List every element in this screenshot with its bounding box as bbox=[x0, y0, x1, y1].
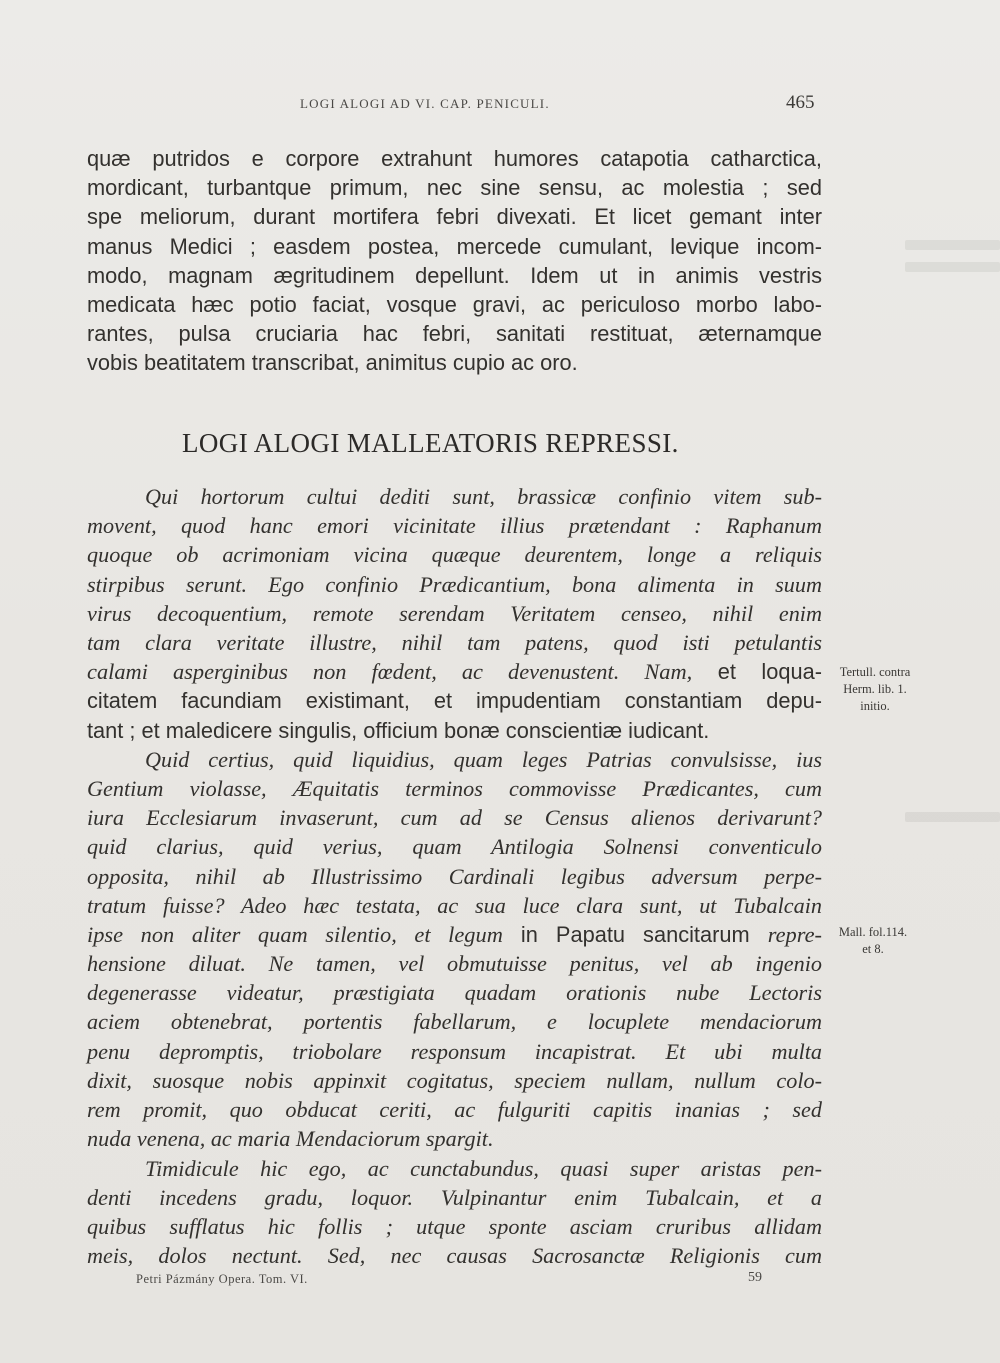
margin-note-line: initio. bbox=[860, 699, 890, 713]
running-head: LOGI ALOGI AD VI. CAP. PENICULI. bbox=[300, 96, 550, 111]
text-line-mixed bbox=[87, 657, 822, 686]
bleed-through-mark bbox=[905, 262, 1000, 272]
text-line: Timidicule hic ego, ac cunctabundus, quasi super aristas pen- bbox=[145, 1155, 822, 1181]
margin-note-line: Tertull. contra bbox=[839, 665, 911, 679]
section-title: LOGI ALOGI MALLEATORIS REPRESSI. bbox=[182, 428, 679, 458]
text-line: aciem obtenebrat, portentis fabellarum, e locuplete mendaciorum bbox=[87, 1009, 822, 1035]
text-line: opposita, nihil ab Illustrissimo Cardinali legibus adversum perpe- bbox=[87, 863, 822, 889]
text-line: denti incedens gradu, loquor. Vulpinantur enim Tubalcain, et a bbox=[87, 1184, 822, 1210]
text-line: tant ; et maledicere singulis, officium bonæ conscientiæ iudicant. bbox=[87, 717, 710, 743]
text-line: citatem facundiam existimant, et impudentiam constantiam depu- bbox=[87, 688, 822, 714]
text-line: meis, dolos nectunt. Sed, nec causas Sacrosanctæ Religionis cum bbox=[87, 1243, 822, 1269]
italic-run: ipse non aliter quam silentio, et legum bbox=[87, 921, 503, 947]
text-line: quæ putridos e corpore extrahunt humores catapotia catharctica, bbox=[87, 146, 822, 171]
text-line: spe meliorum, durant mortifera febri divexati. Et licet gemant inter bbox=[87, 204, 822, 230]
paragraph-2 bbox=[87, 482, 822, 745]
text-line: Qui hortorum cultui dediti sunt, brassicæ confinio vitem sub- bbox=[145, 484, 822, 509]
text-line: vobis beatitatem transcribat, animitus cupio ac oro. bbox=[87, 350, 578, 376]
text-line: mordicant, turbantque primum, nec sine sensu, ac molestia ; sed bbox=[87, 175, 822, 201]
italic-run: calami asperginibus non fœdent, ac devenustent. Nam, bbox=[87, 659, 693, 685]
text-line: iura Ecclesiarum invaserunt, cum ad se Census alienos derivarunt? bbox=[87, 805, 822, 831]
footer-signature: Petri Pázmány Opera. Tom. VI. bbox=[136, 1272, 308, 1286]
bleed-through-mark bbox=[905, 240, 1000, 250]
text-line: medicata hæc potio faciat, vosque gravi, ac periculoso morbo labo- bbox=[87, 291, 822, 317]
text-line: quoque ob acrimoniam vicina quæque deurentem, longe a reliquis bbox=[87, 542, 822, 568]
margin-note-line: et 8. bbox=[862, 942, 884, 956]
text-line: Quid certius, quid liquidius, quam leges Patrias convulsisse, ius bbox=[145, 746, 822, 772]
text-line: Gentium violasse, Æquitatis terminos commovisse Prædicantes, cum bbox=[87, 775, 822, 801]
text-line-mixed bbox=[87, 920, 822, 949]
text-line: virus decoquentium, remote serendam Veritatem censeo, nihil enim bbox=[87, 600, 822, 626]
text-line: hensione diluat. Ne tamen, vel obmutuisse penitus, vel ab ingenio bbox=[87, 951, 822, 977]
text-line: stirpibus serunt. Ego confinio Prædicantium, bona alimenta in suum bbox=[87, 571, 822, 597]
text-line: penu depromptis, triobolare responsum incapistrat. Et ubi multa bbox=[87, 1038, 822, 1064]
italic-run: repre- bbox=[767, 921, 822, 947]
text-line: tratum fuisse? Adeo hæc testata, ac sua luce clara sunt, ut Tubalcain bbox=[87, 892, 822, 918]
text-line: movent, quod hanc emori vicinitate illius prætendant : Raphanum bbox=[87, 513, 822, 539]
text-line: nuda venena, ac maria Mendaciorum spargit. bbox=[87, 1126, 494, 1152]
roman-run: et loqua- bbox=[692, 659, 822, 685]
paragraph-3 bbox=[87, 745, 822, 1154]
text-line: modo, magnam ægritudinem depellunt. Idem ut in animis vestris bbox=[87, 262, 822, 288]
roman-run: in Papatu sancitarum bbox=[502, 921, 768, 947]
text-line: tam clara veritate illustre, nihil tam patens, quod isti petulantis bbox=[87, 629, 822, 655]
bleed-through-mark bbox=[905, 812, 1000, 822]
text-line: rem promit, quo obducat ceriti, ac fulguriti capitis inanias ; sed bbox=[87, 1097, 822, 1123]
paragraph-1 bbox=[87, 144, 822, 378]
margin-note-line: Mall. fol.114. bbox=[838, 925, 908, 939]
text-line: quibus sufflatus hic follis ; utque sponte asciam cruribus allidam bbox=[87, 1213, 822, 1239]
footer-signature-number: 59 bbox=[748, 1270, 762, 1285]
text-line: rantes, pulsa cruciaria hac febri, sanitati restituat, æternamque bbox=[87, 321, 822, 347]
margin-note-mall bbox=[818, 924, 928, 958]
paragraph-4 bbox=[87, 1154, 822, 1271]
margin-note-line: Herm. lib. 1. bbox=[843, 682, 907, 696]
text-line: manus Medici ; easdem postea, mercede cumulant, levique incom- bbox=[87, 233, 822, 259]
text-line: quid clarius, quid verius, quam Antilogia Solnensi conventiculo bbox=[87, 834, 822, 860]
margin-note-tertullian bbox=[820, 664, 930, 715]
page-number: 465 bbox=[786, 92, 815, 113]
text-line: degenerasse videatur, præstigiata quadam orationis nube Lectoris bbox=[87, 980, 822, 1006]
text-line: dixit, suosque nobis appinxit cogitatus, speciem nullam, nullum colo- bbox=[87, 1067, 822, 1093]
